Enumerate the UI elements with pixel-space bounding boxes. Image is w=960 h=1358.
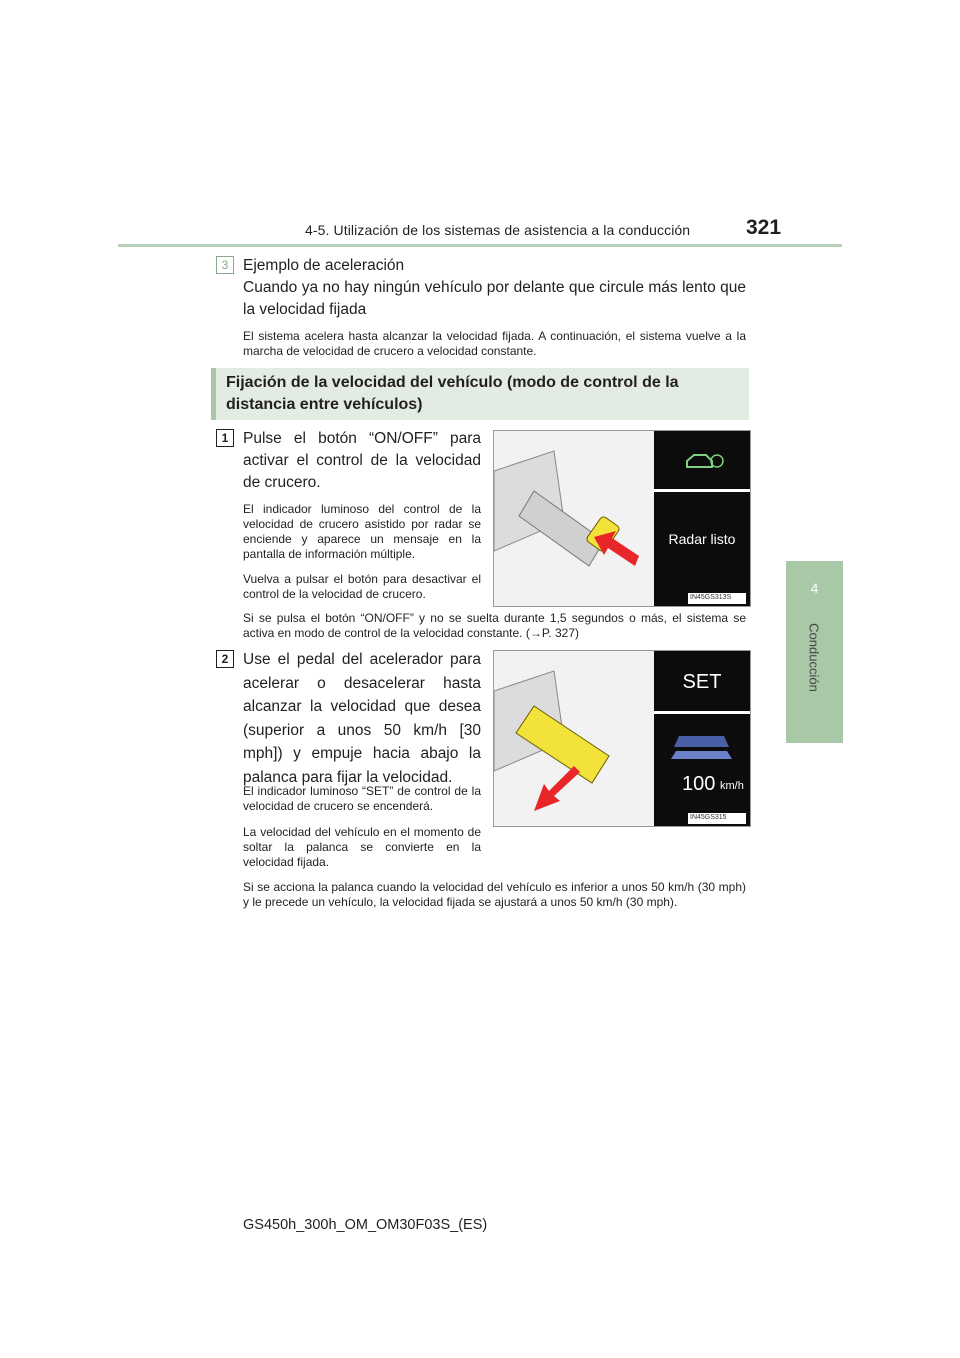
figure-set-lever (493, 650, 751, 827)
step2-note-2: La velocidad del vehículo en el momento de soltar la palanca se convierte en la velocidad fijada. (243, 825, 481, 869)
set-speed-value: 100 (682, 773, 716, 795)
section-heading: Fijación de la velocidad del vehículo (modo de control de la distancia entre vehículos) (211, 368, 749, 420)
step3-title: Ejemplo de aceleración (243, 257, 405, 274)
step3-note: El sistema acelera hasta alcanzar la velocidad fijada. A continuación, el sistema vuelve a la marcha de velocidad de crucero a velocidad constante. (243, 329, 746, 358)
step-number-3: 3 (216, 256, 234, 274)
step3-body: Cuando ya no hay ningún vehículo por delante que circule más lento que la velocidad fijada (243, 279, 746, 318)
figure-on-off-button (493, 430, 751, 607)
running-header: 4-5. Utilización de los sistemas de asistencia a la conducción (305, 222, 691, 238)
chapter-number: 4 (810, 580, 819, 596)
set-indicator: SET (682, 671, 722, 693)
step1-body: Pulse el botón “ON/OFF” para activar el control de la velocidad de crucero. (243, 430, 481, 491)
step-number-2: 2 (216, 650, 234, 668)
header-rule (118, 244, 842, 247)
step2-note-1: El indicador luminoso “SET” de control de la velocidad de crucero se encenderá. (243, 784, 481, 813)
figure-code-1: IN45GS313S (690, 594, 732, 601)
step2-body: Use el pedal del acelerador para acelerar o desacelerar hasta alcanzar la velocidad que desea (superior a unos 50 km/h [30 mph]) y empuje hacia abajo la palanca para fijar la velocidad. (243, 651, 481, 786)
figure-code-2: IN45GS315 (690, 814, 727, 821)
chapter-title: Conducción (806, 623, 822, 692)
page-number: 321 (746, 216, 782, 239)
lever-illustration-1 (494, 431, 750, 606)
radar-ready-message: Radar listo (668, 531, 736, 547)
step-number-1: 1 (216, 429, 234, 447)
document-code: GS450h_300h_OM_OM30F03S_(ES) (243, 1217, 488, 1233)
set-speed-unit: km/h (720, 780, 744, 792)
step1-note-1: El indicador luminoso del control de la velocidad de crucero asistido por radar se enciende y aparece un mensaje en la pantalla de información múltiple. (243, 502, 481, 561)
step1-note-2: Vuelva a pulsar el botón para desactivar el control de la velocidad de crucero. (243, 572, 481, 601)
step1-note-3: Si se pulsa el botón “ON/OFF” y no se suelta durante 1,5 segundos o más, el sistema se activa en modo de control de la velocidad constante. (→P. 327) (243, 611, 746, 640)
step2-note-3: Si se acciona la palanca cuando la velocidad del vehículo es inferior a unos 50 km/h (30 mph) y le precede un vehículo, la velocidad fijada se ajustará a unos 50 km/h (30 mph). (243, 880, 746, 909)
